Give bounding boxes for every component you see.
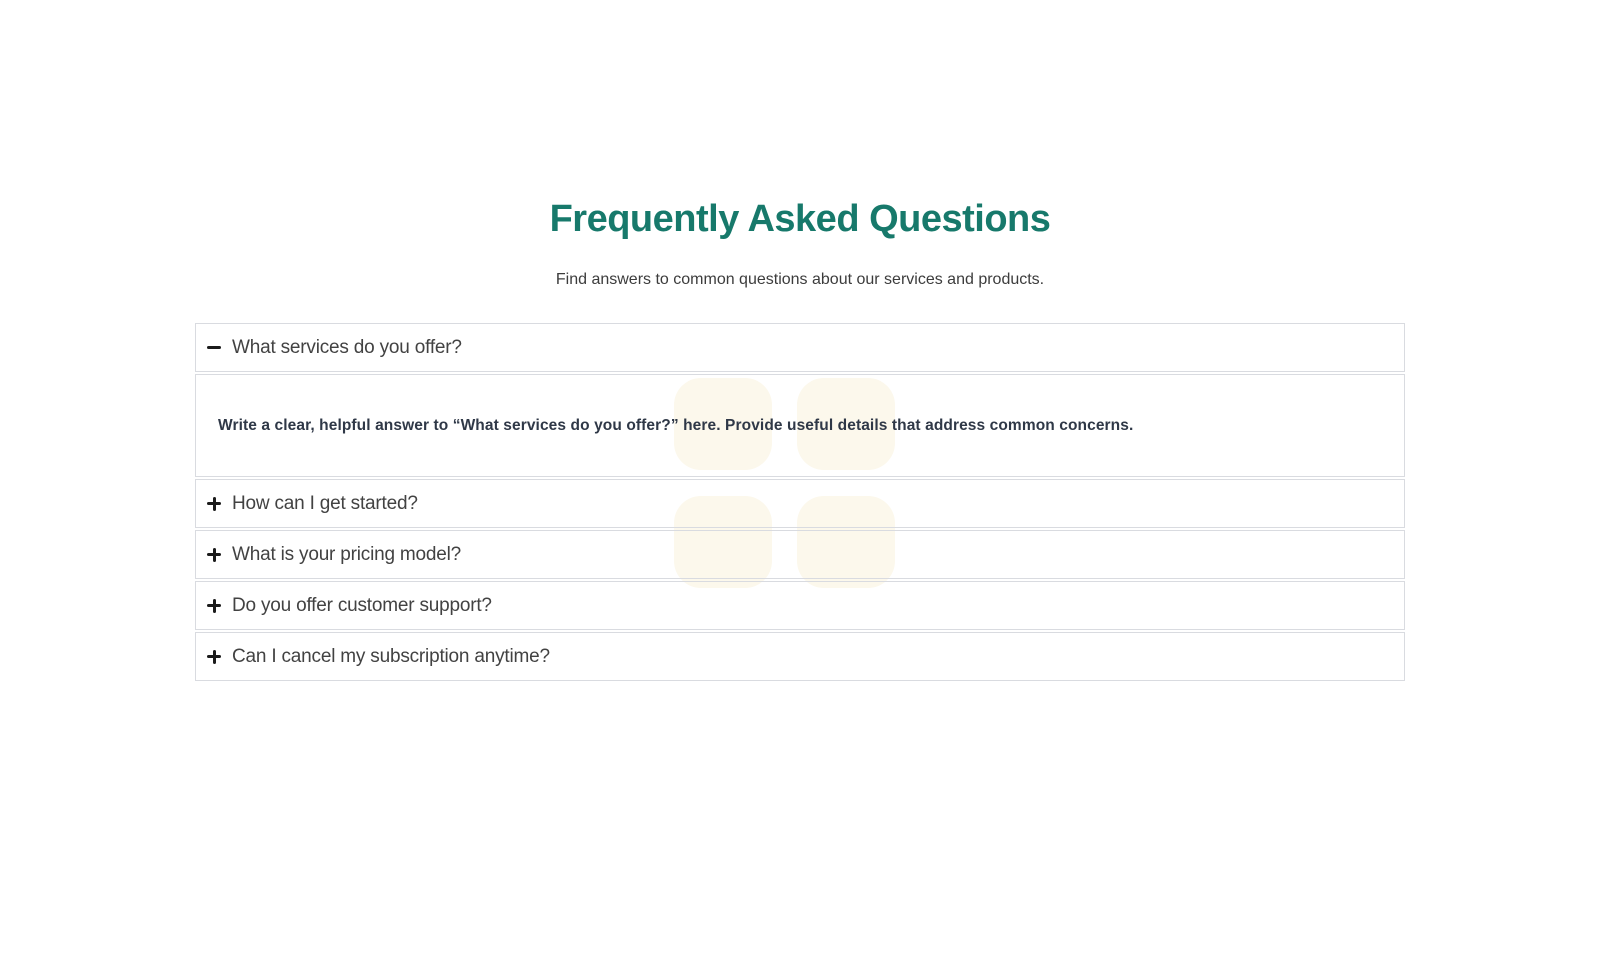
plus-icon[interactable] — [206, 598, 222, 614]
minus-icon[interactable] — [206, 340, 222, 356]
page-subtitle: Find answers to common questions about our services and products. — [555, 271, 1045, 288]
faq-question-5[interactable] — [195, 632, 1405, 681]
plus-icon[interactable] — [206, 547, 222, 563]
faq-answer-text: Write a clear, helpful answer to “What services do you offer?” here. Provide useful details that address common concerns. — [218, 416, 1134, 434]
faq-question-3[interactable] — [195, 530, 1405, 579]
page-title: Frequently Asked Questions — [549, 198, 1051, 240]
faq-question-2[interactable] — [195, 479, 1405, 528]
faq-question-label: What is your pricing model? — [232, 543, 462, 565]
plus-icon[interactable] — [206, 496, 222, 512]
faq-accordion — [195, 323, 1405, 681]
faq-question-label: Do you offer customer support? — [232, 594, 492, 616]
faq-question-label: How can I get started? — [232, 492, 418, 514]
faq-question-label: What services do you offer? — [232, 336, 462, 358]
faq-question-label: Can I cancel my subscription anytime? — [232, 645, 550, 667]
faq-question-1[interactable] — [195, 323, 1405, 372]
plus-icon[interactable] — [206, 649, 222, 665]
faq-question-4[interactable] — [195, 581, 1405, 630]
faq-answer-panel — [195, 374, 1405, 477]
